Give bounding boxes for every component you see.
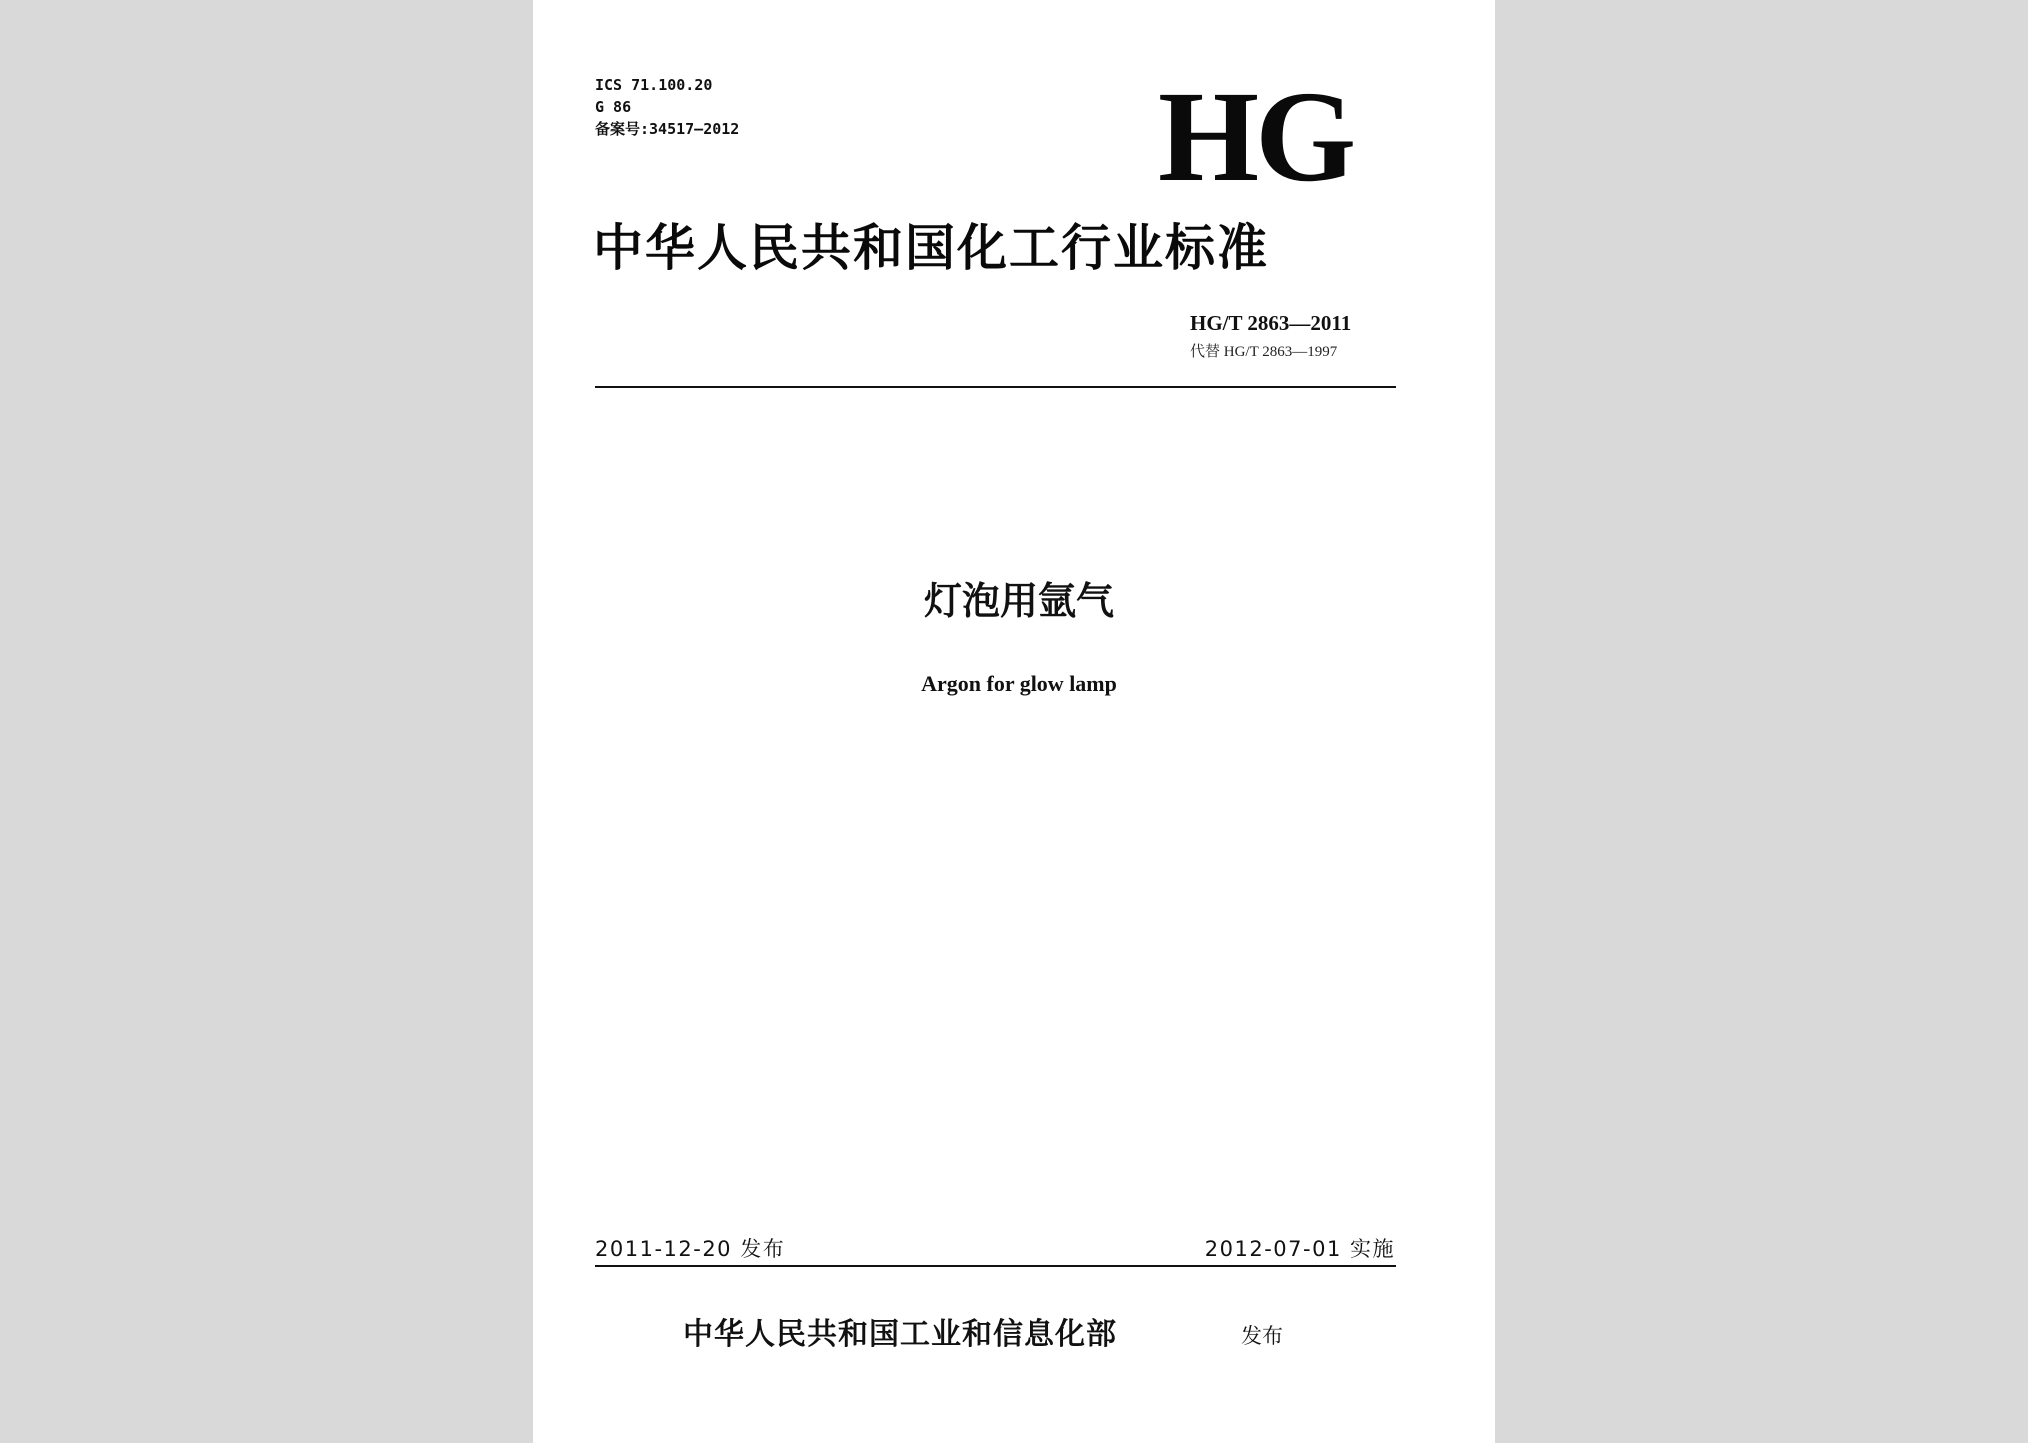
standard-title: 中华人民共和国化工行业标准: [593, 219, 1269, 277]
hg-logo: HG: [1158, 65, 1353, 209]
publisher-suffix: 发布: [1241, 1324, 1283, 1348]
document-title-chinese: 灯泡用氩气: [923, 579, 1114, 623]
metadata-block: [595, 74, 739, 140]
standard-number: HG/T 2863—2011: [1190, 311, 1352, 335]
document-title-english: Argon for glow lamp: [921, 671, 1117, 696]
ics-code: ICS 71.100.20: [595, 76, 713, 94]
top-divider: [595, 386, 1396, 388]
publisher-name: 中华人民共和国工业和信息化部: [683, 1317, 1117, 1352]
class-code: G 86: [595, 98, 632, 116]
implementation-date: 2012-07-01 实施: [1204, 1237, 1395, 1261]
issue-date: 2011-12-20 发布: [595, 1237, 786, 1261]
document-page: [533, 0, 1495, 1443]
record-number: 备案号:34517—2012: [595, 120, 740, 138]
bottom-divider: [595, 1265, 1396, 1267]
replaces-standard: 代替 HG/T 2863—1997: [1190, 344, 1338, 360]
